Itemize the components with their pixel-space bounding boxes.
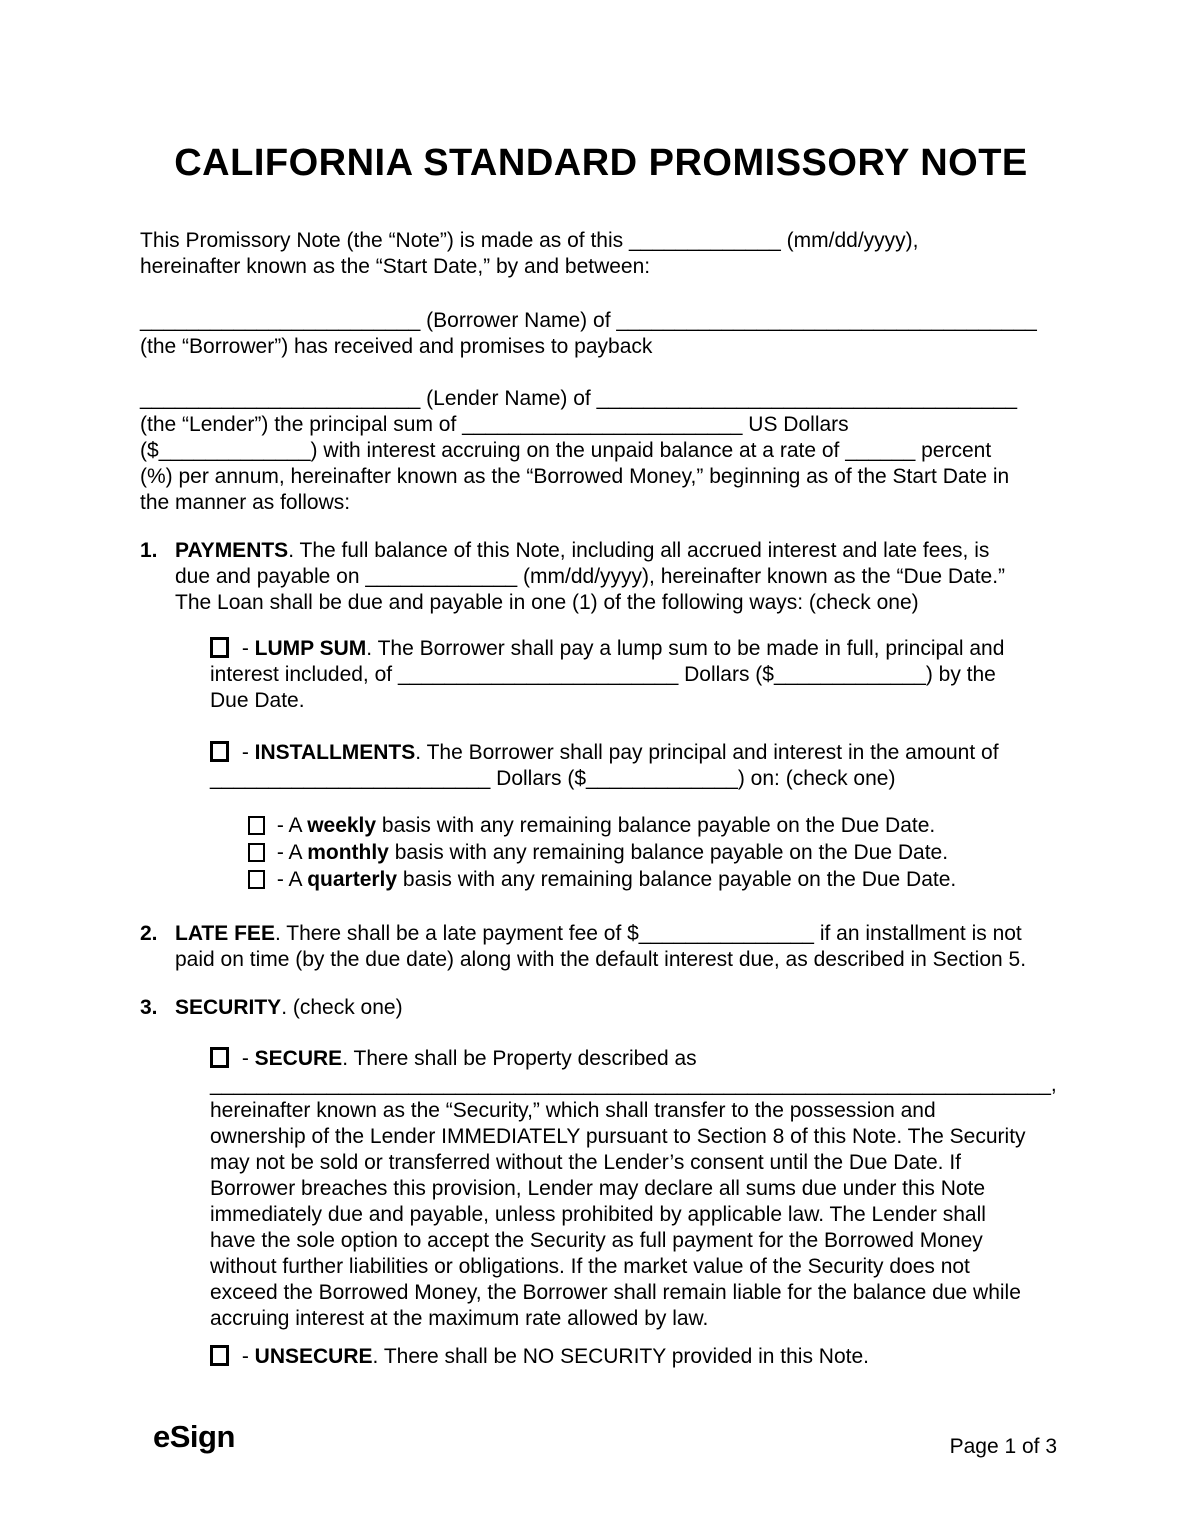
option-installments-text: - INSTALLMENTS. The Borrower shall pay principal and interest in the amount of ________________________ Dollars ($_____________) on: (check one)	[210, 741, 999, 790]
section-payments	[140, 538, 1062, 616]
option-monthly-text: - A monthly basis with any remaining balance payable on the Due Date.	[271, 841, 949, 864]
intro-paragraph: This Promissory Note (the “Note”) is made as of this _____________ (mm/dd/yyyy), hereinafter known as the “Start Date,” by and between:	[140, 229, 919, 278]
document-title: CALIFORNIA STANDARD PROMISSORY NOTE	[174, 142, 1028, 184]
borrower-paragraph: ________________________ (Borrower Name) of ____________________________________ (the “Borrower”) has received and promises to payback	[140, 309, 1037, 358]
quarterly-checkbox[interactable]	[248, 870, 265, 889]
section-security-text: SECURITY. (check one)	[175, 996, 403, 1019]
esign-logo: eSign	[153, 1419, 235, 1454]
lump-sum-checkbox[interactable]	[210, 637, 229, 658]
section-payments-number: 1.	[140, 539, 158, 562]
section-late-fee-text: LATE FEE. There shall be a late payment fee of $_______________ if an installment is not paid on time (by the due date) along with the default interest due, as described in Section 5.	[175, 922, 1027, 971]
option-weekly-text: - A weekly basis with any remaining balance payable on the Due Date.	[271, 814, 936, 837]
page-number-label: Page 1 of 3	[949, 1435, 1057, 1458]
section-payments-text: PAYMENTS. The full balance of this Note, including all accrued interest and late fees, is due and payable on _____________ (mm/dd/yyyy), hereinafter known as the “Due Date.” The Loan shall be due and payable in one (1) of the following ways: (check one)	[175, 539, 1006, 614]
section-late-fee-number: 2.	[140, 922, 158, 945]
section-security-number: 3.	[140, 996, 158, 1019]
option-secure	[210, 1046, 1062, 1332]
option-quarterly	[248, 866, 1062, 893]
section-late-fee	[140, 921, 1062, 973]
installments-checkbox[interactable]	[210, 741, 229, 762]
document-content	[140, 0, 1062, 1370]
option-lump-sum-text: - LUMP SUM. The Borrower shall pay a lump sum to be made in full, principal and interest included, of ________________________ Dollars ($_____________) by the Due Date.	[210, 637, 1005, 712]
option-unsecure	[210, 1344, 1062, 1370]
monthly-checkbox[interactable]	[248, 843, 265, 862]
option-installments	[210, 740, 1062, 792]
unsecure-checkbox[interactable]	[210, 1345, 229, 1366]
option-unsecure-text: - UNSECURE. There shall be NO SECURITY provided in this Note.	[236, 1345, 869, 1368]
option-monthly	[248, 839, 1062, 866]
section-security	[140, 995, 1062, 1021]
secure-checkbox[interactable]	[210, 1047, 229, 1068]
weekly-checkbox[interactable]	[248, 816, 265, 835]
option-quarterly-text: - A quarterly basis with any remaining balance payable on the Due Date.	[271, 868, 957, 891]
option-secure-text: - SECURE. There shall be Property described as ________________________________________________________________________, hereinafter known as the “Security,” which shall transfer to the possession and ownership of the Lender IMMEDIATELY pursuant to Section 8 of this Note. The Security may not be sold or transferred without the Lender’s consent until the Due Date. If Borrower breaches this provision, Lender may declare all sums due under this Note immediately due and payable, unless prohibited by applicable law. The Lender shall have the sole option to accept the Security as full payment for the Borrowed Money without further liabilities or obligations. If the market value of the Security does not exceed the Borrowed Money, the Borrower shall remain liable for the balance due while accruing interest at the maximum rate allowed by law.	[210, 1047, 1057, 1330]
option-weekly	[248, 812, 1062, 839]
lender-paragraph: ________________________ (Lender Name) of ____________________________________ (the “Lender”) the principal sum of ________________________ US Dollars ($_____________) with interest accruing on the unpaid balance at a rate of ______ percent (%) per annum, hereinafter known as the “Borrowed Money,” beginning as of the Start Date in the manner as follows:	[140, 387, 1018, 514]
option-lump-sum	[210, 636, 1062, 714]
installment-frequency-options	[140, 812, 1062, 893]
